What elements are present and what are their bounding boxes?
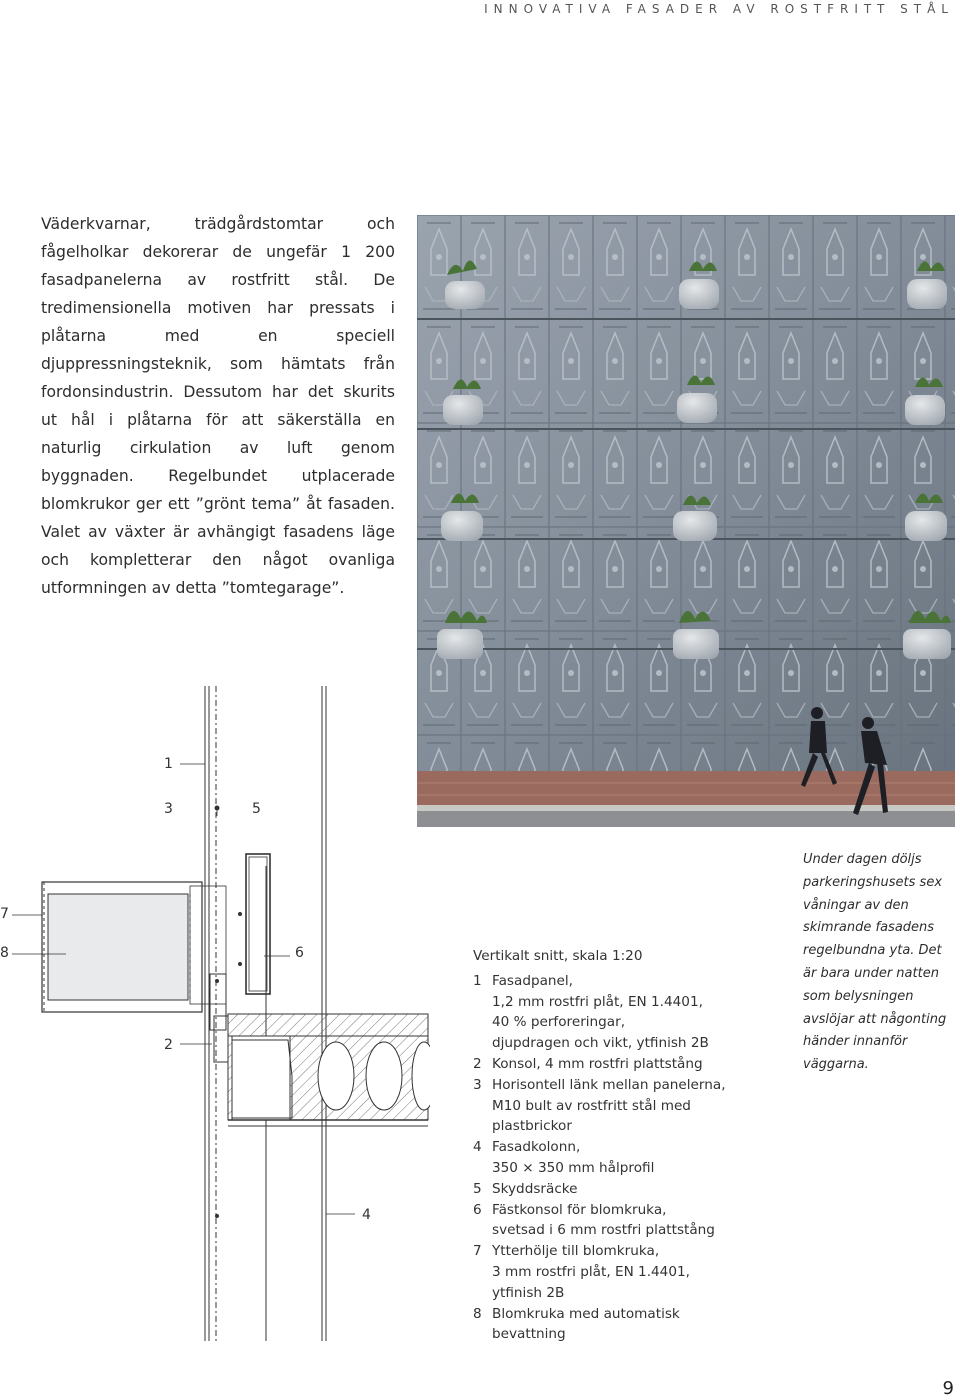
drawing-label-1: 1 bbox=[164, 756, 173, 772]
legend-item-number: 2 bbox=[473, 1055, 482, 1072]
legend-item-text: Fasadpanel, bbox=[492, 972, 573, 989]
legend-item-text: plastbrickor bbox=[492, 1118, 572, 1135]
legend-item bbox=[473, 1304, 753, 1346]
legend-item-text: ytfinish 2B bbox=[492, 1284, 565, 1301]
legend-item-text: Ytterhölje till blomkruka, bbox=[492, 1243, 660, 1260]
drawing-label-6: 6 bbox=[295, 945, 304, 961]
legend-item-number: 5 bbox=[473, 1180, 482, 1197]
legend-item-text: bevattning bbox=[492, 1326, 566, 1343]
legend-item-text: Horisontell länk mellan panelerna, bbox=[492, 1076, 726, 1093]
legend-item bbox=[473, 1200, 753, 1242]
drawing-label-4: 4 bbox=[362, 1207, 371, 1223]
facade-photo bbox=[417, 215, 955, 827]
legend-item-text: Skyddsräcke bbox=[492, 1180, 578, 1197]
legend-item-number: 1 bbox=[473, 972, 482, 989]
legend-item-text: Fasadkolonn, bbox=[492, 1139, 581, 1156]
legend-item-text: svetsad i 6 mm rostfri plattstång bbox=[492, 1222, 715, 1239]
legend-title: Vertikalt snitt, skala 1:20 bbox=[473, 948, 643, 964]
legend-list bbox=[473, 971, 753, 1345]
drawing-legend bbox=[473, 946, 753, 1345]
legend-item-text: 40 % perforeringar, bbox=[492, 1014, 626, 1031]
legend-item-number: 3 bbox=[473, 1076, 482, 1093]
drawing-label-5: 5 bbox=[252, 801, 261, 817]
photo-caption: Under dagen döljs parkeringshusets sex våningar av den skimrande fasadens regelbundna yta. Det är bara under natten som belysningen avslöjar att någonting händer innanför väggarna. bbox=[803, 852, 947, 1073]
drawing-label-3: 3 bbox=[164, 801, 173, 817]
legend-item bbox=[473, 1137, 753, 1179]
legend-item-number: 4 bbox=[473, 1139, 482, 1156]
legend-item-text: Fästkonsol för blomkruka, bbox=[492, 1201, 667, 1218]
legend-item bbox=[473, 1075, 753, 1137]
legend-item bbox=[473, 1054, 753, 1075]
intro-paragraph: Väderkvarnar, trädgårdstomtar och fågelholkar dekorerar de ungefär 1 200 fasadpanelerna av rostfritt stål. De tredimensionella motiven har pressats i plåtarna med en speciell djuppressningsteknik, som hämtats från fordonsindustrin. Dessutom har det skurits ut hål i plåtarna för att säkerställa en naturlig cirkulation av luft genom byggnaden. Regelbundet utplacerade blomkrukor ger ett ”grönt tema” åt fasaden. Valet av växter är avhängigt fasadens läge och kompletterar den något ovanliga utformningen av detta ”tomtegarage”. bbox=[41, 215, 395, 597]
legend-item-text: djupdragen och vikt, ytfinish 2B bbox=[492, 1035, 709, 1052]
legend-item-text: M10 bult av rostfritt stål med bbox=[492, 1097, 691, 1114]
legend-item-text: Blomkruka med automatisk bbox=[492, 1305, 680, 1322]
running-header: INNOVATIVA FASADER AV ROSTFRITT STÅL bbox=[484, 2, 954, 16]
legend-item-number: 6 bbox=[473, 1201, 482, 1218]
legend-item bbox=[473, 971, 753, 1054]
legend-item bbox=[473, 1179, 753, 1200]
legend-item-number: 7 bbox=[473, 1243, 482, 1260]
legend-item-text: Konsol, 4 mm rostfri plattstång bbox=[492, 1055, 703, 1072]
drawing-label-8: 8 bbox=[0, 945, 9, 961]
legend-item bbox=[473, 1241, 753, 1303]
drawing-label-7: 7 bbox=[0, 906, 9, 922]
legend-item-number: 8 bbox=[473, 1305, 482, 1322]
legend-item-text: 3 mm rostfri plåt, EN 1.4401, bbox=[492, 1263, 690, 1280]
section-drawing bbox=[0, 686, 430, 1350]
page-number: 9 bbox=[942, 1378, 954, 1399]
legend-item-text: 1,2 mm rostfri plåt, EN 1.4401, bbox=[492, 993, 703, 1010]
drawing-label-2: 2 bbox=[164, 1037, 173, 1053]
legend-item-text: 350 × 350 mm hålprofil bbox=[492, 1159, 655, 1176]
